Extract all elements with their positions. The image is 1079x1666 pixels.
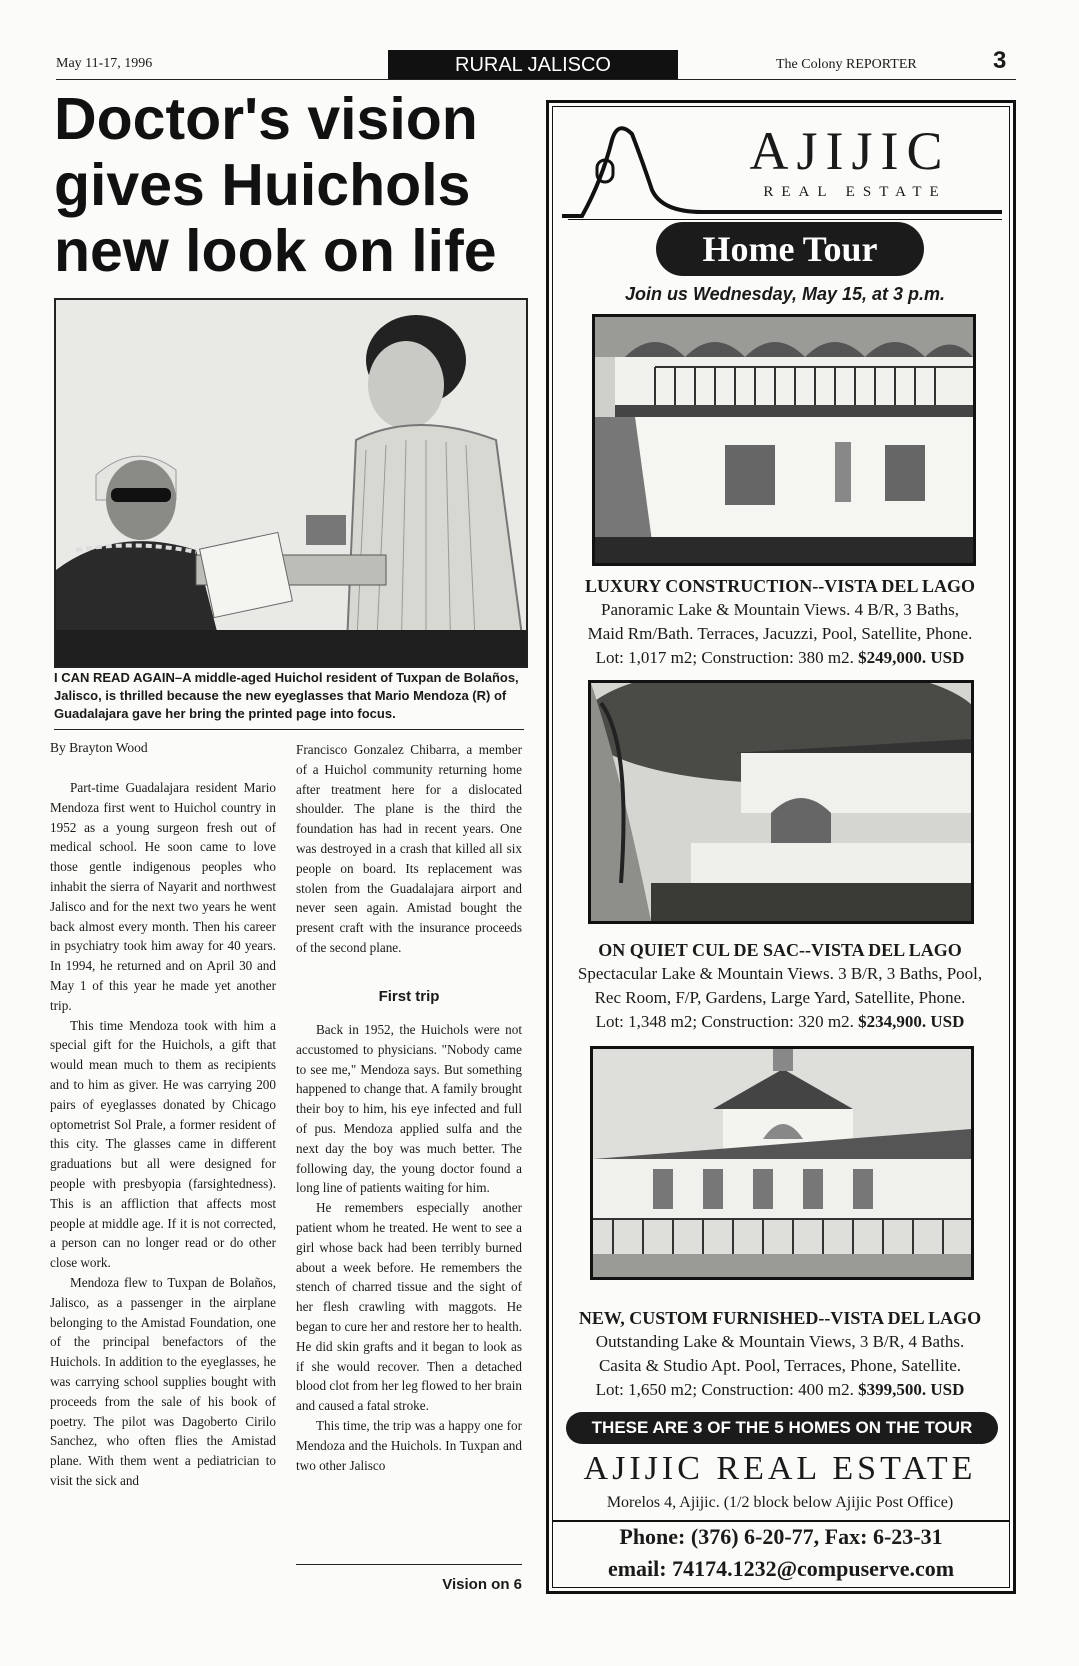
headline [54,86,524,284]
listing-price: $399,500. USD [858,1380,965,1399]
listing-line: Panoramic Lake & Mountain Views. 4 B/R, 3 Baths, [601,600,959,619]
subhead: First trip [378,988,440,1005]
ad-phone: Phone: (376) 6-20-77, Fax: 6-23-31 [619,1524,943,1549]
listing-line: Lot: 1,017 m2; Construction: 380 m2. [595,648,854,667]
paragraph: Back in 1952, the Huichols were not accustomed to physicians. "Nobody came to see me," Mendoza says. But something happened to change that. A family brought their boy to him, his eye infected and full of pus. Mendoza applied sulfa and the next day the boy was much better. The following day, the young doctor found a long line of patients waiting for him. [296,1022,522,1196]
listing-3 [560,1306,1000,1402]
listing-3-photo [590,1046,974,1280]
paragraph: He remembers especially another patient whom he treated. He went to see a girl whose back had been terribly burned about a week before. He remembers the stench of charred tissue and the sight of her flesh crawling with maggots. He began to cure her and restore her to health. He did skin grafts and it began to look as if she would recover. Then a detached blood clot from her leg flowed to her brain and caused a fatal stroke. [296,1200,522,1414]
headline-line-1: Doctor's vision [54,86,478,152]
article-column-2-top [296,740,522,958]
listing-1-photo [592,314,976,566]
paragraph: This time Mendoza took with him a special gift for the Huichols, a gift that would mean much to them as recipients and to him as giver. He was carrying 200 pairs of eyeglasses donated by Chicago optometrist Sol Prale, a former resident of this city. The glasses came in different graduations but all were designed for people with presbyopia (farsightedness). This is an affliction that affects most people at middle age. If it is not corrected, a person can no longer read or do other close work. [50,1017,276,1271]
tour-date: Join us Wednesday, May 15, at 3 p.m. [624,284,946,304]
listing-2 [560,938,1000,1034]
listing-price: $234,900. USD [858,1012,965,1031]
issue-date: May 11-17, 1996 [56,56,153,71]
listing-price: $249,000. USD [858,648,965,667]
caption-rule [54,729,524,730]
listing-line: Maid Rm/Bath. Terraces, Jacuzzi, Pool, Satellite, Phone. [587,624,973,643]
article-column-1 [50,778,276,1491]
jump-rule [296,1564,522,1565]
header-rule [56,79,1016,80]
headline-line-2: gives Huichols [54,152,471,218]
ad-address: Morelos 4, Ajijic. (1/2 block below Ajijic Post Office) [606,1494,954,1511]
headline-line-3: new look on life [54,218,497,284]
photo-caption: I CAN READ AGAIN–A middle-aged Huichol resident of Tuxpan de Bolaños, Jalisco, is thrilled because the new eyeglasses that Mario Mendoza (R) of Guadalajara gave her bring the printed page into focus. [54,670,519,721]
listing-1 [560,574,1000,670]
article-photo [54,298,528,668]
listing-line: Lot: 1,348 m2; Construction: 320 m2. [595,1012,854,1031]
listing-2-photo [588,680,974,924]
paragraph: This time, the trip was a happy one for Mendoza and the Huichols. In Tuxpan and two other Jalisco [296,1417,522,1473]
tour-banner: THESE ARE 3 OF THE 5 HOMES ON THE TOUR [566,1412,998,1444]
paragraph: Mendoza flew to Tuxpan de Bolaños, Jalisco, as a passenger in the airplane belonging to the Amistad Foundation, one of the principal benefactors of the Huichols. In addition to the eyeglasses, he was carrying school supplies bought with proceeds from the sale of his book of poetry. The pilot was Dagoberto Cirilo Sanchez, who often flies the Amistad plane. With them went a pediatrician to visit the sick and [50,1274,276,1488]
listing-title: NEW, CUSTOM FURNISHED--VISTA DEL LAGO [578,1308,982,1328]
ad-brand-sub: REAL ESTATE [763,184,947,200]
ad-brand: AJIJIC [749,121,951,181]
section-banner: RURAL JALISCO [388,50,678,80]
listing-title: LUXURY CONSTRUCTION--VISTA DEL LAGO [585,576,975,596]
page-number: 3 [993,47,1007,74]
listing-line: Spectacular Lake & Mountain Views. 3 B/R, 3 Baths, Pool, [577,964,983,983]
ad-company-name: AJIJIC REAL ESTATE [583,1450,977,1487]
paragraph: Francisco Gonzalez Chibarra, a member of a Huichol community returning home after treatment here for a dislocated shoulder. The plane is the third the foundation has had in recent years. One was destroyed in a crash that killed all six people on board. Its replacement was stolen from the Guadalajara airport and never seen again. Amistad bought the present craft with the insurance proceeds of the second plane. [296,742,522,955]
jump-line: Vision on 6 [442,1576,522,1593]
ad-email: email: 74174.1232@compuserve.com [607,1556,955,1581]
listing-line: Outstanding Lake & Mountain Views, 3 B/R, 4 Baths. [595,1332,965,1351]
home-tour-title: Home Tour [656,222,924,276]
byline: By Brayton Wood [50,740,148,755]
listing-line: Rec Room, F/P, Gardens, Large Yard, Satellite, Phone. [594,988,966,1007]
listing-title: ON QUIET CUL DE SAC--VISTA DEL LAGO [598,940,962,960]
paragraph: Part-time Guadalajara resident Mario Mendoza first went to Huichol country in 1952 as a young surgeon fresh out of medical school. He soon came to love those gentle indigenous peoples who inhabit the sierra of Nayarit and northwest Jalisco and for the next two years he went back almost every month. Then his career in psychiatry took him away for 40 years. In 1994, he returned and on April 30 and May 1 of this year he made yet another trip. [50,780,276,1013]
photo-illustration [56,300,526,666]
listing-line: Casita & Studio Apt. Pool, Terraces, Phone, Satellite. [598,1356,962,1375]
article-column-2-bottom [296,1020,522,1475]
listing-line: Lot: 1,650 m2; Construction: 400 m2. [595,1380,854,1399]
newspaper-name: The Colony REPORTER [776,57,917,72]
